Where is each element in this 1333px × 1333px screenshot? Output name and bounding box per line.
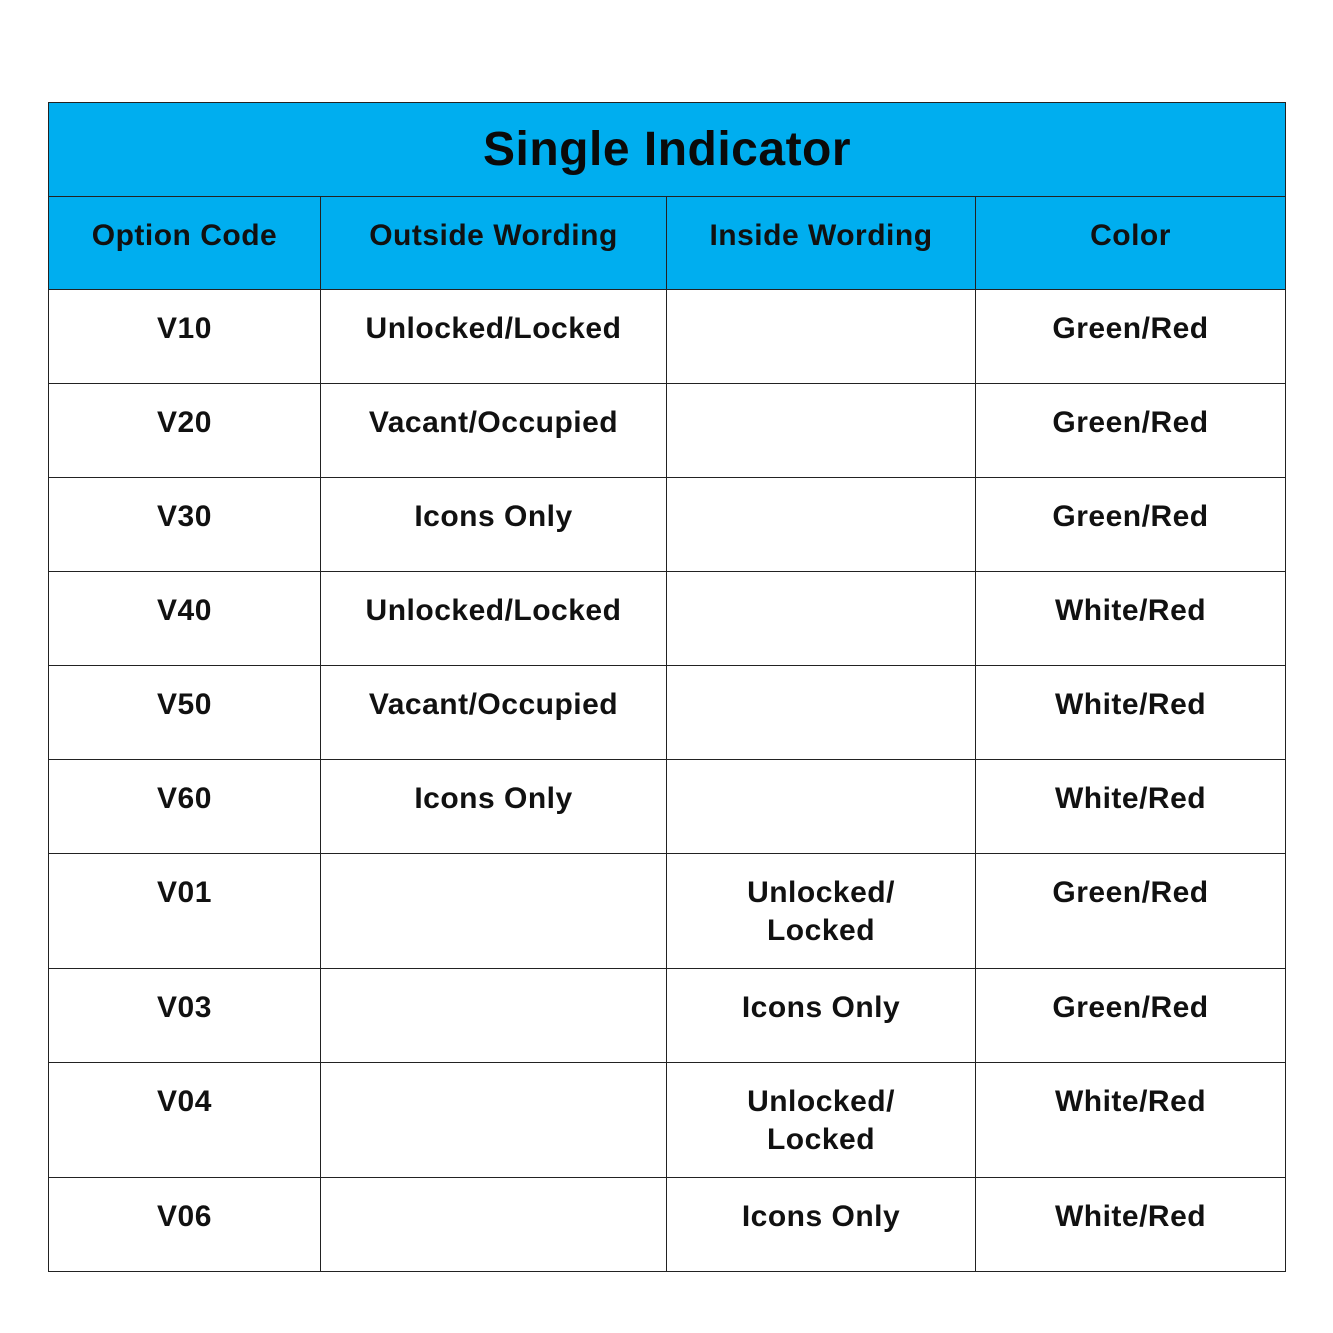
outside-wording-cell — [321, 1178, 667, 1272]
table-row — [49, 854, 1286, 969]
option-code-cell: V10 — [49, 290, 321, 384]
inside-wording-cell — [667, 290, 976, 384]
table-row — [49, 760, 1286, 854]
inside-wording-cell — [667, 666, 976, 760]
single-indicator-table — [48, 102, 1286, 1272]
color-cell: White/Red — [976, 1063, 1286, 1178]
column-header-color: Color — [976, 197, 1286, 290]
table-row — [49, 1063, 1286, 1178]
option-code-cell: V30 — [49, 478, 321, 572]
color-cell: White/Red — [976, 572, 1286, 666]
option-code-cell: V03 — [49, 969, 321, 1063]
table-row — [49, 384, 1286, 478]
option-code-cell: V40 — [49, 572, 321, 666]
color-cell: Green/Red — [976, 478, 1286, 572]
table-row — [49, 572, 1286, 666]
option-code-cell: V20 — [49, 384, 321, 478]
inside-wording-cell — [667, 760, 976, 854]
outside-wording-cell — [321, 969, 667, 1063]
outside-wording-cell: Unlocked/Locked — [321, 572, 667, 666]
option-code-cell: V06 — [49, 1178, 321, 1272]
column-header-inside-wording: Inside Wording — [667, 197, 976, 290]
outside-wording-cell: Vacant/Occupied — [321, 666, 667, 760]
outside-wording-cell — [321, 854, 667, 969]
outside-wording-cell: Vacant/Occupied — [321, 384, 667, 478]
outside-wording-cell: Icons Only — [321, 760, 667, 854]
option-code-cell: V04 — [49, 1063, 321, 1178]
table-row — [49, 1178, 1286, 1272]
title-row — [49, 103, 1286, 197]
column-header-row — [49, 197, 1286, 290]
table-row — [49, 666, 1286, 760]
option-code-cell: V50 — [49, 666, 321, 760]
inside-wording-cell: Icons Only — [667, 969, 976, 1063]
color-cell: Green/Red — [976, 290, 1286, 384]
outside-wording-cell — [321, 1063, 667, 1178]
color-cell: White/Red — [976, 666, 1286, 760]
single-indicator-table-wrapper — [48, 102, 1285, 1272]
outside-wording-cell: Icons Only — [321, 478, 667, 572]
inside-wording-cell — [667, 572, 976, 666]
option-code-cell: V01 — [49, 854, 321, 969]
table-title: Single Indicator — [49, 103, 1286, 197]
column-header-outside-wording: Outside Wording — [321, 197, 667, 290]
column-header-option-code: Option Code — [49, 197, 321, 290]
color-cell: Green/Red — [976, 969, 1286, 1063]
color-cell: Green/Red — [976, 854, 1286, 969]
inside-wording-cell — [667, 478, 976, 572]
outside-wording-cell: Unlocked/Locked — [321, 290, 667, 384]
table-row — [49, 478, 1286, 572]
inside-wording-cell: Unlocked/ Locked — [667, 1063, 976, 1178]
inside-wording-cell: Icons Only — [667, 1178, 976, 1272]
table-row — [49, 290, 1286, 384]
option-code-cell: V60 — [49, 760, 321, 854]
inside-wording-cell: Unlocked/ Locked — [667, 854, 976, 969]
inside-wording-cell — [667, 384, 976, 478]
table-row — [49, 969, 1286, 1063]
color-cell: Green/Red — [976, 384, 1286, 478]
color-cell: White/Red — [976, 760, 1286, 854]
color-cell: White/Red — [976, 1178, 1286, 1272]
